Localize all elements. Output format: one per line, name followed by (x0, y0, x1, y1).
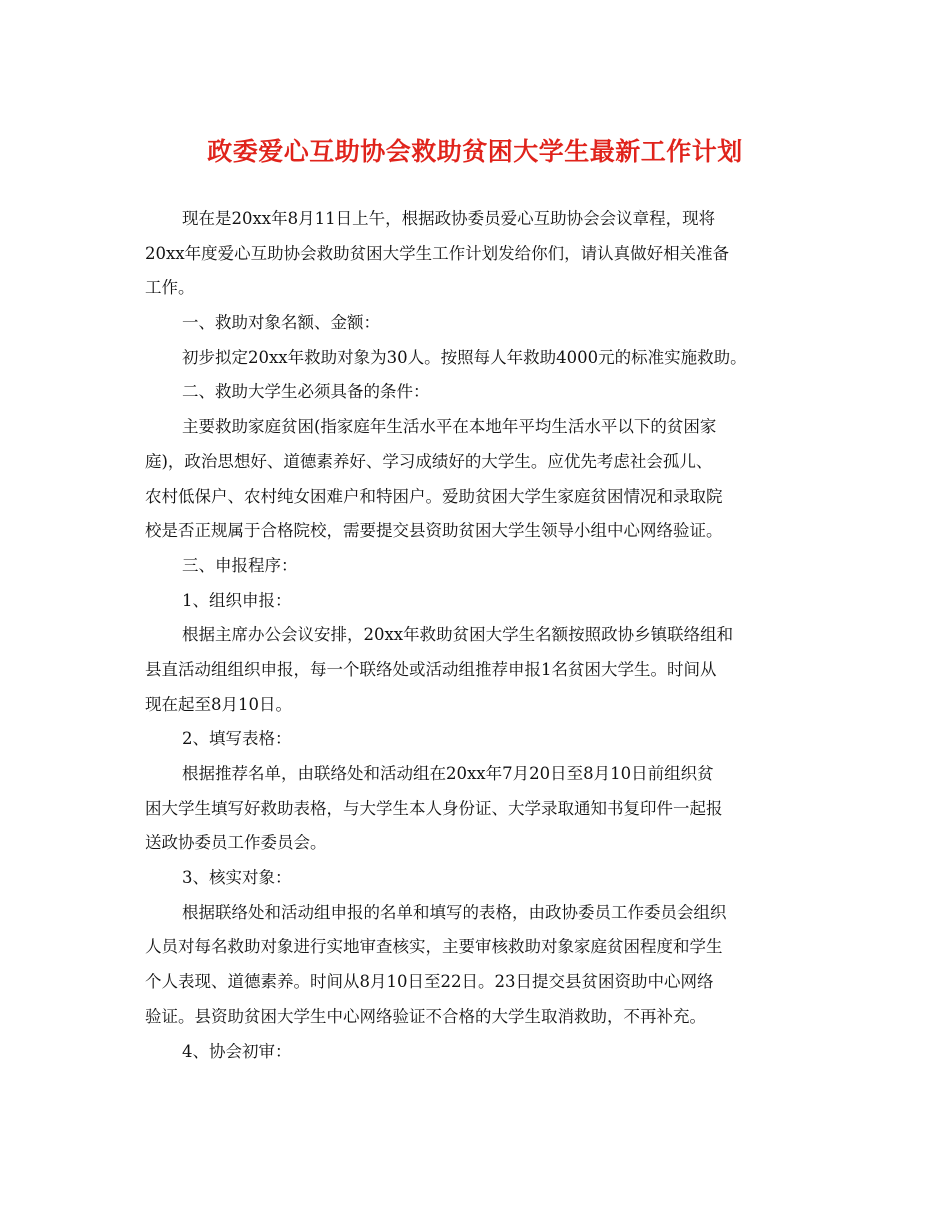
text-line: 现在是20xx年8月11日上午，根据政协委员爱心互助协会会议章程，现将 (182, 209, 716, 228)
text-line: 困大学生填写好救助表格，与大学生本人身份证、大学录取通知书复印件一起报 (145, 798, 723, 818)
text-line: 农村低保户、农村纯女困难户和特困户。爱助贫困大学生家庭贫困情况和录取院 (145, 486, 723, 506)
text-line: 验证。县资助贫困大学生中心网络验证不合格的大学生取消救助，不再补充。 (145, 1006, 706, 1026)
text-line: 庭)，政治思想好、道德素养好、学习成绩好的大学生。应优先考虑社会孤儿、 (145, 451, 713, 471)
text-line: 县直活动组组织申报，每一个联络处或活动组推荐申报1名贫困大学生。时间从 (145, 659, 717, 679)
document-title: 政委爱心互助协会救助贫困大学生最新工作计划 (207, 137, 743, 166)
text-line: 主要救助家庭贫困(指家庭年生活水平在本地年平均生活水平以下的贫困家 (182, 417, 717, 437)
text-line: 初步拟定20xx年救助对象为30人。按照每人年救助4000元的标准实施救助。 (182, 347, 747, 367)
text-line: 1、组织申报： (182, 590, 292, 610)
document-body (145, 202, 815, 1069)
text-line: 校是否正规属于合格院校，需要提交县资助贫困大学生领导小组中心网络验证。 (145, 521, 723, 541)
text-line: 现在起至8月10日。 (145, 694, 292, 714)
text-line: 根据主席办公会议安排，20xx年救助贫困大学生名额按照政协乡镇联络组和 (182, 625, 734, 645)
text-line: 3、核实对象： (182, 868, 292, 888)
text-line: 4、协会初审： (182, 1041, 292, 1061)
text-line: 工作。 (145, 278, 195, 298)
text-line: 2、填写表格： (182, 729, 292, 749)
text-line: 二、救助大学生必须具备的条件： (182, 382, 430, 402)
text-line: 个人表现、道德素养。时间从8月10日至22日。23日提交县贫困资助中心网络 (145, 972, 714, 992)
text-line: 人员对每名救助对象进行实地审查核实，主要审核救助对象家庭贫困程度和学生 (145, 937, 723, 957)
text-line: 根据联络处和活动组申报的名单和填写的表格，由政协委员工作委员会组织 (182, 902, 727, 922)
text-line: 三、申报程序： (182, 555, 298, 575)
text-line: 根据推荐名单，由联络处和活动组在20xx年7月20日至8月10日前组织贫 (182, 764, 714, 783)
text-line: 一、救助对象名额、金额： (182, 313, 380, 333)
text-line: 送政协委员工作委员会。 (145, 833, 327, 853)
text-line: 20xx年度爱心互助协会救助贫困大学生工作计划发给你们，请认真做好相关准备 (145, 243, 730, 263)
